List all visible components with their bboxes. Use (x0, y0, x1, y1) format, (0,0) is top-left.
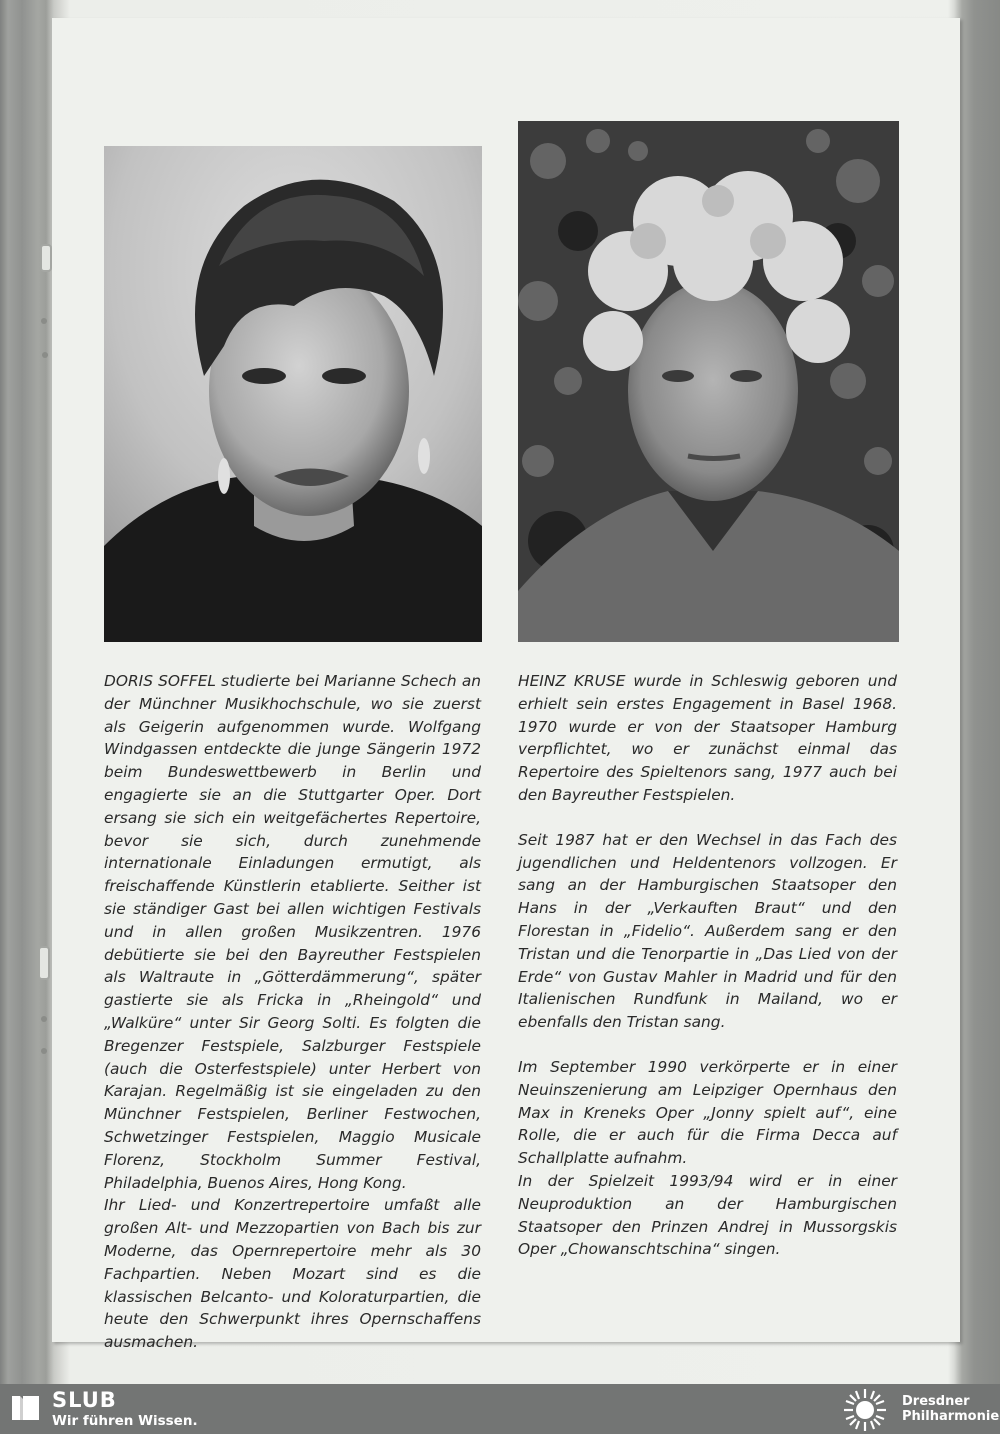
punch-hole (41, 1016, 47, 1022)
biography-heinz-kruse (518, 670, 897, 1261)
bio-text: studierte bei Marianne Schech an der Münchner Musikhochschule, wo sie zuerst als Geigerin aufgenommen wurde. Wolfgang Windgassen entdeckte die junge Sängerin 1972 beim Bundeswettbewerb in Berlin und engagierte sie an die Stuttgarter Oper. Dort ersang sie sich ein weitgefächertes Repertoire, bevor sie sich, durch zunehmende internationale Einladungen ermutigt, als freischaffende Künstlerin etablierte. Seither ist sie ständiger Gast bei allen wichtigen Festivals und in allen großen Musikzentren. 1976 debütierte sie bei den Bayreuther Festspielen als Waltraute in „Götterdämmerung“, später gastierte sie als Fricka in „Rheingold“ und „Walküre“ unter Sir Georg Solti. Es folgten die Bregenzer Festspiele, Salzburger Festspiele (auch die Osterfestspiele) unter Herbert von Karajan. Regelmäßig ist sie eingeladen zu den Münchner Festspielen, Berliner Festwochen, Schwetzinger Festspielen, Maggio Musicale Florenz, Stockholm Summer Festival, Philadelphia, Buenos Aires, Hong Kong. (104, 672, 481, 1192)
staple-top (40, 244, 52, 272)
partner-line2: Philharmonie (902, 1409, 1000, 1424)
person-name: DORIS SOFFEL (104, 672, 217, 690)
biography-doris-soffel (104, 670, 481, 1354)
bio-paragraph (518, 670, 897, 807)
portrait-photo-doris-soffel (104, 146, 482, 642)
bio-paragraph: Ihr Lied- und Konzertrepertoire umfaßt alle großen Alt- und Mezzopartien von Bach bis zur Moderne, das Opernrepertoire mehr als 30 Fachpartien. Neben Mozart sind es die klassischen Belcanto- und Koloraturpartien, die heute den Schwerpunkt ihres Opernschaffens ausmachen. (104, 1196, 481, 1352)
punch-hole (41, 318, 47, 324)
dresdner-philharmonie-logo-icon[interactable] (842, 1387, 888, 1433)
staple-bottom (38, 946, 50, 980)
slub-tagline: Wir führen Wissen. (52, 1413, 198, 1429)
bio-paragraph: In der Spielzeit 1993/94 wird er in einer Neuproduktion an der Hamburgischen Staatsoper den Prinzen Andrej in Mussorgskis Oper „Chowanschtschina“ singen. (518, 1171, 897, 1259)
punch-hole (41, 1048, 47, 1054)
bio-paragraph: Im September 1990 verkörperte er in einer Neuinszenierung am Leipziger Opernhaus den Max in Kreneks Oper „Jonny spielt auf“, eine Rolle, die er auch für die Firma Decca auf Schallplatte aufnahm. (518, 1057, 897, 1168)
slub-logo-icon[interactable] (12, 1393, 40, 1421)
person-name: HEINZ KRUSE (518, 672, 626, 690)
partner-line1: Dresdner (902, 1394, 970, 1409)
bio-paragraph: Seit 1987 hat er den Wechsel in das Fach des jugendlichen und Heldentenors vollzogen. Er sang an der Hamburgischen Staatsoper den Hans in der „Verkauften Braut“ und den Florestan in „Fidelio“. Außerdem sang er den Tristan und die Tenorpartie in „Das Lied von der Erde“ von Gustav Mahler in Madrid und für den Italienischen Rundfunk in Mailand, wo er ebenfalls den Tristan sang. (518, 830, 897, 1032)
bio-paragraph (104, 670, 481, 1194)
bio-text: wurde in Schleswig geboren und erhielt sein erstes Engagement in Basel 1968. 1970 wurde er von der Staatsoper Hamburg verpflichtet, wo er zunächst einmal das Repertoire des Spieltenors sang, 1977 auch bei den Bayreuther Festspielen. (518, 672, 897, 804)
slub-name[interactable]: SLUB (52, 1388, 117, 1412)
dresdner-philharmonie-name[interactable] (902, 1394, 999, 1424)
punch-hole (42, 352, 48, 358)
portrait-photo-heinz-kruse (518, 121, 899, 642)
